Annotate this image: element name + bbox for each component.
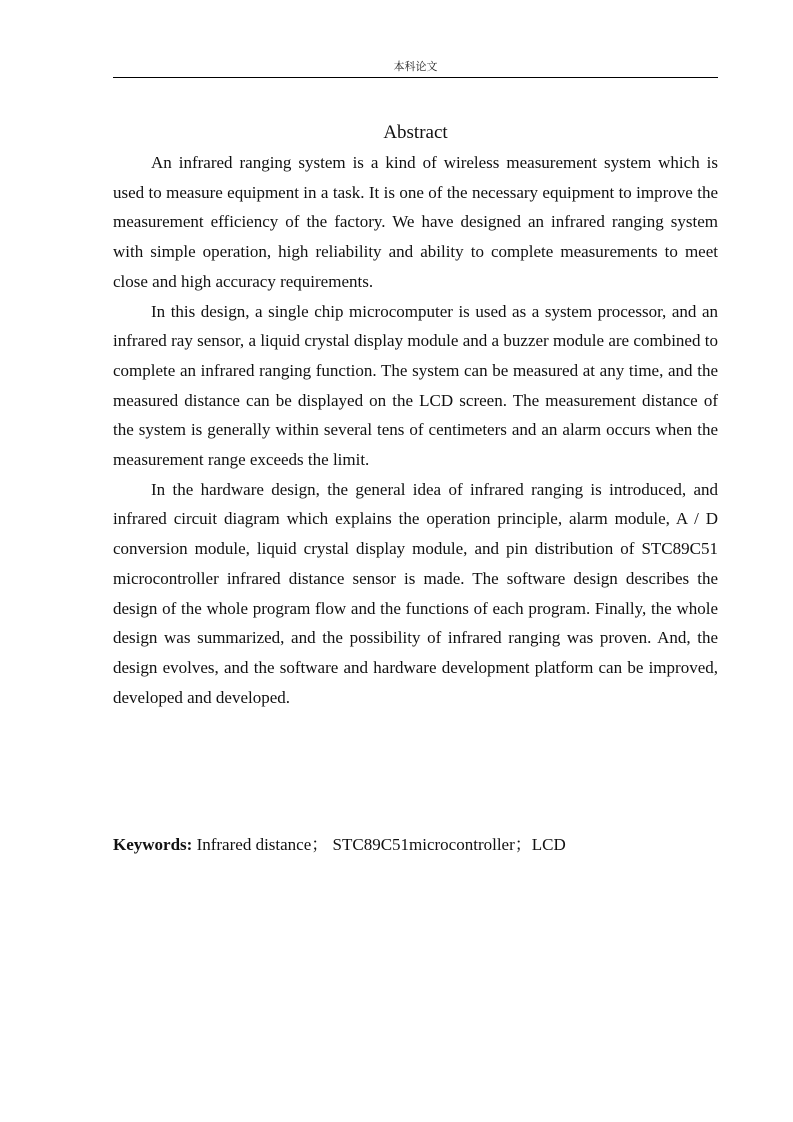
page-header: 本科论文: [393, 60, 438, 73]
keywords-label: Keywords:: [113, 835, 193, 854]
abstract-title: Abstract: [383, 122, 448, 143]
header-divider: [113, 77, 718, 78]
abstract-body: [113, 148, 718, 712]
abstract-paragraph-3: In the hardware design, the general idea of infrared ranging is introduced, and infrared circuit diagram which explains the operation principle, alarm module, A / D conversion module, liquid crystal display module, and pin distribution of STC89C51 microcontroller infrared distance sensor is made. The software design describes the design of the whole program flow and the functions of each program. Finally, the whole design was summarized, and the possibility of infrared ranging was proven. And, the design evolves, and the software and hardware development platform can be improved, developed and developed.: [113, 479, 718, 707]
keywords-text: Infrared distance； STC89C51microcontroller；LCD: [196, 835, 566, 854]
keywords-line: [113, 832, 718, 858]
abstract-paragraph-2: In this design, a single chip microcomputer is used as a system processor, and an infrared ray sensor, a liquid crystal display module and a buzzer module are combined to complete an infrared ranging function. The system can be measured at any time, and the measured distance can be displayed on the LCD screen. The measurement distance of the system is generally within several tens of centimeters and an alarm occurs when the measurement range exceeds the limit.: [113, 301, 718, 470]
abstract-paragraph-1: An infrared ranging system is a kind of wireless measurement system which is used to measure equipment in a task. It is one of the necessary equipment to improve the measurement efficiency of the factory. We have designed an infrared ranging system with simple operation, high reliability and ability to complete measurements to meet close and high accuracy requirements.: [113, 153, 718, 291]
